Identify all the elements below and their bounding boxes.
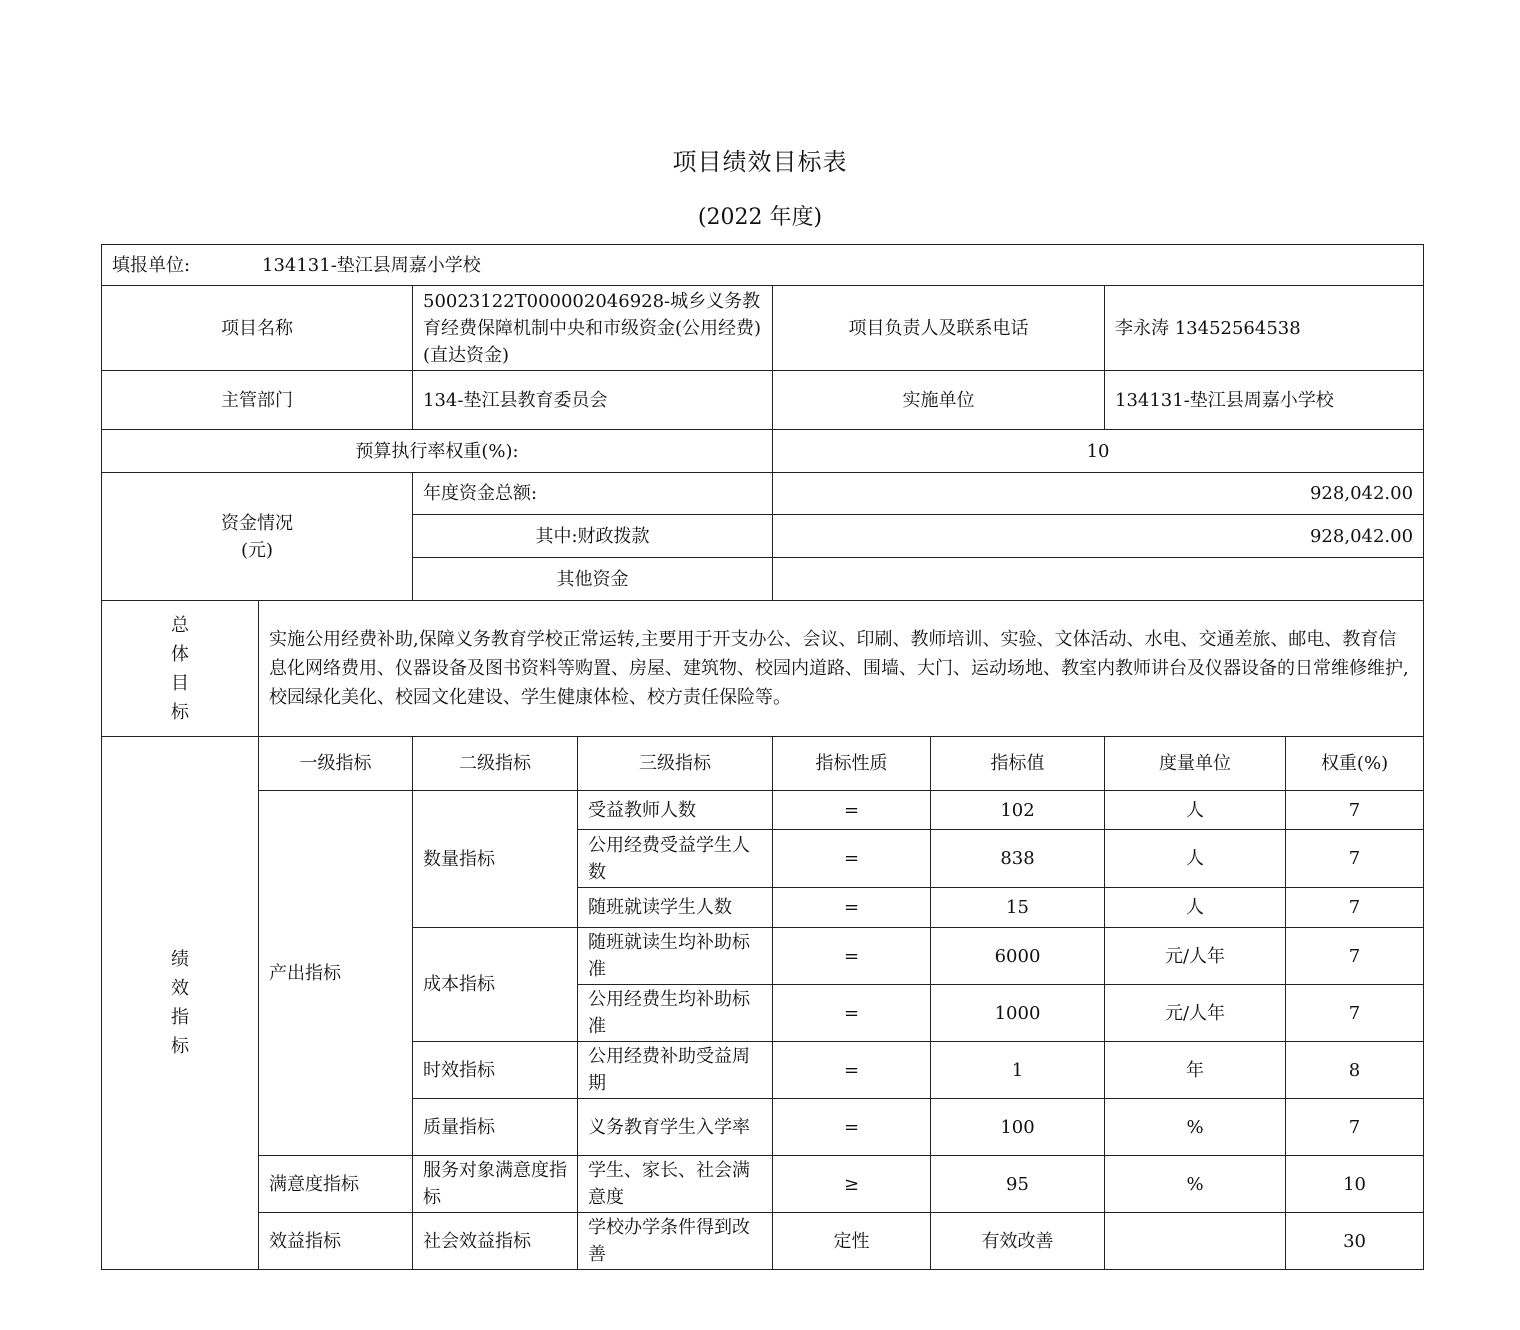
table-row-weight: 10 [1286,1156,1424,1213]
level2-service: 服务对象满意度指标 [413,1156,578,1213]
header-unit: 度量单位 [1105,737,1286,791]
funds-label [102,473,413,601]
table-row-unit: 元/人年 [1105,928,1286,985]
funds-total-label: 年度资金总额: [413,473,773,515]
overall-goal-char: 体 [171,643,189,665]
table-row-name: 公用经费生均补助标准 [578,985,773,1042]
table-row-weight: 7 [1286,1099,1424,1156]
table-row-value: 95 [931,1156,1105,1213]
header-level2: 二级指标 [413,737,578,791]
table-row-weight: 7 [1286,928,1424,985]
table-row-value: 1000 [931,985,1105,1042]
header-weight: 权重(%) [1286,737,1424,791]
reporting-unit-label: 填报单位: [112,254,191,276]
overall-goal-char: 标 [171,701,189,723]
level2-quantity: 数量指标 [413,791,578,928]
funds-fiscal-value: 928,042.00 [773,515,1424,558]
budget-rate-label: 预算执行率权重(%): [102,430,773,473]
table-row-name: 公用经费补助受益周期 [578,1042,773,1099]
table-row-value: 100 [931,1099,1105,1156]
level1-satisfaction: 满意度指标 [259,1156,413,1213]
table-row-weight: 8 [1286,1042,1424,1099]
level2-social: 社会效益指标 [413,1213,578,1270]
impl-unit-label: 实施单位 [773,371,1105,430]
table-row-nature: = [773,928,931,985]
table-row-value: 102 [931,791,1105,830]
header-level3: 三级指标 [578,737,773,791]
header-level1: 一级指标 [259,737,413,791]
overall-goal-char: 总 [171,614,189,636]
project-name-label: 项目名称 [102,286,413,371]
table-row-value: 有效改善 [931,1213,1105,1270]
table-row-value: 6000 [931,928,1105,985]
header-nature: 指标性质 [773,737,931,791]
header-value: 指标值 [931,737,1105,791]
table-row-name: 公用经费受益学生人数 [578,830,773,888]
reporting-unit-cell [102,245,1424,286]
table-row-value: 1 [931,1042,1105,1099]
dept-value: 134-垫江县教育委员会 [413,371,773,430]
level2-cost: 成本指标 [413,928,578,1042]
table-row-weight: 7 [1286,888,1424,928]
table-row-weight: 7 [1286,791,1424,830]
level2-timeliness: 时效指标 [413,1042,578,1099]
project-manager-label: 项目负责人及联系电话 [773,286,1105,371]
table-row-nature: = [773,985,931,1042]
funds-label-line1: 资金情况 [221,512,293,534]
indicators-label-char: 效 [171,978,189,999]
reporting-unit-value: 134131-垫江县周嘉小学校 [262,254,481,276]
table-row-name: 随班就读学生人数 [578,888,773,928]
impl-unit-value: 134131-垫江县周嘉小学校 [1105,371,1424,430]
table-row-name: 学校办学条件得到改善 [578,1213,773,1270]
table-row-nature: = [773,1042,931,1099]
project-manager-value: 李永涛 13452564538 [1105,286,1424,371]
table-row-nature: = [773,1099,931,1156]
page-title: 项目绩效目标表 [672,148,848,176]
overall-goal-char: 目 [171,672,189,694]
dept-label: 主管部门 [102,371,413,430]
overall-goal-label [102,601,259,737]
indicators-label-char: 标 [171,1036,189,1057]
table-row-unit: 元/人年 [1105,985,1286,1042]
table-row-unit: 人 [1105,791,1286,830]
page-subtitle: (2022 年度) [697,205,823,230]
table-row-name: 受益教师人数 [578,791,773,830]
table-row-value: 15 [931,888,1105,928]
table-row-weight: 7 [1286,985,1424,1042]
indicators-label-char: 指 [171,1007,189,1028]
table-row-nature: = [773,791,931,830]
table-row-name: 学生、家长、社会满意度 [578,1156,773,1213]
table-row-name: 义务教育学生入学率 [578,1099,773,1156]
table-row-name: 随班就读生均补助标准 [578,928,773,985]
project-name-value: 50023122T000002046928-城乡义务教育经费保障机制中央和市级资金(公用经费)(直达资金) [413,286,773,371]
table-row-unit [1105,1213,1286,1270]
table-row-unit: % [1105,1099,1286,1156]
table-row-unit: % [1105,1156,1286,1213]
table-row-weight: 7 [1286,830,1424,888]
funds-label-line2: (元) [240,539,274,561]
table-row-nature: = [773,830,931,888]
table-row-nature: = [773,888,931,928]
table-row-unit: 年 [1105,1042,1286,1099]
table-row-nature: 定性 [773,1213,931,1270]
level1-output: 产出指标 [259,791,413,1156]
table-row-value: 838 [931,830,1105,888]
table-row-nature: ≥ [773,1156,931,1213]
funds-total-value: 928,042.00 [773,473,1424,515]
level1-benefit: 效益指标 [259,1213,413,1270]
table-row-unit: 人 [1105,888,1286,928]
table-row-unit: 人 [1105,830,1286,888]
table-row-weight: 30 [1286,1213,1424,1270]
overall-goal-text: 实施公用经费补助,保障义务教育学校正常运转,主要用于开支办公、会议、印刷、教师培训、实验、文体活动、水电、交通差旅、邮电、教育信息化网络费用、仪器设备及图书资料等购置、房屋、建筑物、校园内道路、围墙、大门、运动场地、教室内教师讲台及仪器设备的日常维修维护,校园绿化美化、校园文化建设、学生健康体检、校方责任保险等。 [259,601,1424,737]
budget-rate-value: 10 [773,430,1424,473]
level2-quality: 质量指标 [413,1099,578,1156]
funds-other-label: 其他资金 [413,558,773,601]
funds-fiscal-label: 其中:财政拨款 [413,515,773,558]
funds-other-value [773,558,1424,601]
indicators-label [102,737,259,1270]
indicators-label-char: 绩 [171,949,189,970]
performance-table [101,244,1424,1270]
